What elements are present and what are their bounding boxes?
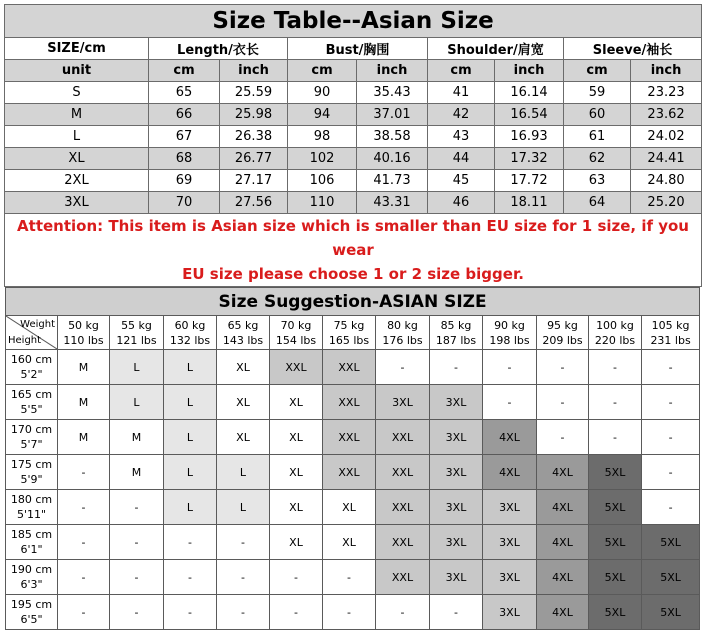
suggested-size-cell: - xyxy=(110,525,164,560)
height-row xyxy=(6,455,700,490)
size-value: 24.02 xyxy=(631,126,702,148)
unit-cell: inch xyxy=(631,60,702,82)
attention-line-2: EU size please choose 1 or 2 size bigger. xyxy=(182,265,524,283)
suggested-size-cell: 5XL xyxy=(589,595,642,630)
height-row xyxy=(6,560,700,595)
suggested-size-cell: 3XL xyxy=(483,560,537,595)
size-value: 16.54 xyxy=(495,104,564,126)
size-value: 25.59 xyxy=(220,82,288,104)
suggested-size-cell: - xyxy=(217,560,270,595)
size-value: 64 xyxy=(564,192,631,214)
suggested-size-cell: 4XL xyxy=(537,490,589,525)
suggested-size-cell: - xyxy=(430,350,483,385)
height-cm: 170 cm xyxy=(10,423,53,436)
size-suggestion-table xyxy=(5,287,700,630)
height-ft: 5'2" xyxy=(20,368,43,381)
unit-cell: cm xyxy=(428,60,495,82)
size-value: 98 xyxy=(288,126,357,148)
suggested-size-cell: 3XL xyxy=(430,560,483,595)
size-row xyxy=(5,148,702,170)
suggested-size-cell: - xyxy=(270,595,323,630)
size-value: 25.98 xyxy=(220,104,288,126)
header-bust: Bust/胸围 xyxy=(288,38,428,60)
height-cm: 195 cm xyxy=(10,598,53,611)
height-ft: 5'5" xyxy=(20,403,43,416)
size-value: 59 xyxy=(564,82,631,104)
weight-lbs: 121 lbs xyxy=(116,333,157,347)
size-value: 70 xyxy=(149,192,220,214)
suggested-size-cell: L xyxy=(110,385,164,420)
suggested-size-cell: - xyxy=(58,490,110,525)
height-cm: 160 cm xyxy=(10,353,53,366)
suggested-size-cell: XXL xyxy=(323,420,376,455)
weight-lbs: 132 lbs xyxy=(169,333,211,347)
size-value: 60 xyxy=(564,104,631,126)
size-value: 25.20 xyxy=(631,192,702,214)
weight-lbs: 220 lbs xyxy=(594,333,636,347)
height-row xyxy=(6,350,700,385)
suggested-size-cell: - xyxy=(642,455,700,490)
weight-lbs: 176 lbs xyxy=(382,333,423,347)
attention-note xyxy=(5,214,702,287)
suggested-size-cell: 3XL xyxy=(483,490,537,525)
weight-kg: 95 kg xyxy=(547,318,578,332)
suggested-size-cell: - xyxy=(537,420,589,455)
height-ft: 5'9" xyxy=(20,473,43,486)
suggested-size-cell: XXL xyxy=(376,560,430,595)
size-value: 41 xyxy=(428,82,495,104)
suggested-size-cell: 5XL xyxy=(589,560,642,595)
size-value: 45 xyxy=(428,170,495,192)
weight-header-cell xyxy=(217,316,270,350)
suggested-size-cell: 3XL xyxy=(483,525,537,560)
size-value: 43 xyxy=(428,126,495,148)
weight-kg: 90 kg xyxy=(494,318,525,332)
size-label: 2XL xyxy=(5,170,149,192)
suggested-size-cell: - xyxy=(58,595,110,630)
weight-header-cell xyxy=(270,316,323,350)
size-value: 41.73 xyxy=(357,170,428,192)
height-ft: 6'5" xyxy=(20,613,43,626)
weight-kg: 65 kg xyxy=(227,318,259,332)
weight-lbs: 198 lbs xyxy=(489,333,530,347)
size-value: 110 xyxy=(288,192,357,214)
suggested-size-cell: - xyxy=(58,525,110,560)
corner-weight-label: Weight xyxy=(20,319,55,330)
unit-cell: cm xyxy=(288,60,357,82)
corner-height-label: Height xyxy=(8,335,42,346)
weight-header-cell xyxy=(483,316,537,350)
suggested-size-cell: XXL xyxy=(376,490,430,525)
height-row xyxy=(6,525,700,560)
suggested-size-cell: - xyxy=(376,350,430,385)
suggested-size-cell: XL xyxy=(270,455,323,490)
size-label: S xyxy=(5,82,149,104)
height-row xyxy=(6,595,700,630)
weight-kg: 55 kg xyxy=(121,318,152,332)
weight-header-cell xyxy=(642,316,700,350)
suggestion-title: Size Suggestion-ASIAN SIZE xyxy=(6,288,700,316)
suggested-size-cell: M xyxy=(58,350,110,385)
size-value: 90 xyxy=(288,82,357,104)
unit-cell: cm xyxy=(564,60,631,82)
size-value: 42 xyxy=(428,104,495,126)
size-value: 17.72 xyxy=(495,170,564,192)
unit-label: unit xyxy=(5,60,149,82)
suggested-size-cell: 5XL xyxy=(642,595,700,630)
weight-kg: 50 kg xyxy=(68,318,99,332)
suggested-size-cell: - xyxy=(376,595,430,630)
suggested-size-cell: 4XL xyxy=(537,455,589,490)
suggested-size-cell: 3XL xyxy=(483,595,537,630)
weight-kg: 75 kg xyxy=(333,318,365,332)
size-value: 63 xyxy=(564,170,631,192)
suggested-size-cell: - xyxy=(164,560,217,595)
weight-lbs: 187 lbs xyxy=(435,333,477,347)
height-cm: 175 cm xyxy=(10,458,53,471)
suggested-size-cell: L xyxy=(164,490,217,525)
size-value: 18.11 xyxy=(495,192,564,214)
size-value: 40.16 xyxy=(357,148,428,170)
weight-header-cell xyxy=(110,316,164,350)
weight-lbs: 231 lbs xyxy=(650,333,691,347)
size-row xyxy=(5,126,702,148)
suggested-size-cell: - xyxy=(217,525,270,560)
suggested-size-cell: XXL xyxy=(270,350,323,385)
weight-header-cell xyxy=(376,316,430,350)
size-value: 35.43 xyxy=(357,82,428,104)
suggested-size-cell: XXL xyxy=(376,525,430,560)
size-label: 3XL xyxy=(5,192,149,214)
header-shoulder: Shoulder/肩宽 xyxy=(428,38,564,60)
height-cm: 165 cm xyxy=(10,388,53,401)
size-value: 16.93 xyxy=(495,126,564,148)
height-label xyxy=(6,350,58,385)
size-value: 44 xyxy=(428,148,495,170)
suggested-size-cell: M xyxy=(58,420,110,455)
suggested-size-cell: 5XL xyxy=(589,490,642,525)
suggested-size-cell: 5XL xyxy=(642,525,700,560)
suggested-size-cell: 4XL xyxy=(537,560,589,595)
suggested-size-cell: 5XL xyxy=(642,560,700,595)
weight-kg: 80 kg xyxy=(387,318,418,332)
suggested-size-cell: 3XL xyxy=(430,420,483,455)
size-value: 106 xyxy=(288,170,357,192)
weight-kg: 85 kg xyxy=(440,318,472,332)
size-value: 27.56 xyxy=(220,192,288,214)
suggested-size-cell: XL xyxy=(270,525,323,560)
suggested-size-cell: 4XL xyxy=(537,525,589,560)
weight-kg: 105 kg xyxy=(651,318,690,332)
suggested-size-cell: L xyxy=(217,490,270,525)
header-length: Length/衣长 xyxy=(149,38,288,60)
suggested-size-cell: L xyxy=(110,350,164,385)
height-ft: 5'7" xyxy=(20,438,43,451)
size-value: 23.23 xyxy=(631,82,702,104)
size-label: M xyxy=(5,104,149,126)
height-label xyxy=(6,385,58,420)
suggested-size-cell: XL xyxy=(270,385,323,420)
size-value: 26.38 xyxy=(220,126,288,148)
size-value: 23.62 xyxy=(631,104,702,126)
size-value: 61 xyxy=(564,126,631,148)
suggested-size-cell: - xyxy=(323,595,376,630)
suggested-size-cell: L xyxy=(217,455,270,490)
suggested-size-cell: 5XL xyxy=(589,455,642,490)
suggested-size-cell: - xyxy=(642,490,700,525)
weight-header-cell xyxy=(323,316,376,350)
size-value: 38.58 xyxy=(357,126,428,148)
size-label: L xyxy=(5,126,149,148)
suggested-size-cell: 3XL xyxy=(430,525,483,560)
suggested-size-cell: - xyxy=(164,595,217,630)
unit-cell: inch xyxy=(220,60,288,82)
height-label xyxy=(6,560,58,595)
size-value: 26.77 xyxy=(220,148,288,170)
suggested-size-cell: L xyxy=(164,385,217,420)
suggested-size-cell: L xyxy=(164,455,217,490)
suggested-size-cell: - xyxy=(589,350,642,385)
suggested-size-cell: - xyxy=(642,350,700,385)
height-row xyxy=(6,420,700,455)
suggested-size-cell: - xyxy=(589,385,642,420)
height-ft: 6'1" xyxy=(20,543,43,556)
suggested-size-cell: - xyxy=(110,490,164,525)
suggested-size-cell: M xyxy=(110,455,164,490)
height-ft: 5'11" xyxy=(16,508,47,521)
suggested-size-cell: L xyxy=(164,420,217,455)
size-value: 66 xyxy=(149,104,220,126)
size-table-title: Size Table--Asian Size xyxy=(5,5,702,38)
weight-kg: 60 kg xyxy=(174,318,206,332)
suggested-size-cell: L xyxy=(164,350,217,385)
size-row xyxy=(5,82,702,104)
corner-cell xyxy=(6,316,58,350)
size-value: 43.31 xyxy=(357,192,428,214)
size-value: 16.14 xyxy=(495,82,564,104)
suggested-size-cell: - xyxy=(430,595,483,630)
suggested-size-cell: XL xyxy=(217,420,270,455)
suggested-size-cell: XL xyxy=(217,385,270,420)
size-value: 69 xyxy=(149,170,220,192)
suggested-size-cell: XL xyxy=(323,490,376,525)
size-row xyxy=(5,104,702,126)
suggested-size-cell: 5XL xyxy=(589,525,642,560)
weight-lbs: 143 lbs xyxy=(222,333,264,347)
size-value: 17.32 xyxy=(495,148,564,170)
unit-cell: inch xyxy=(495,60,564,82)
suggested-size-cell: 4XL xyxy=(483,455,537,490)
weight-header-cell xyxy=(164,316,217,350)
suggested-size-cell: XL xyxy=(270,420,323,455)
size-value: 27.17 xyxy=(220,170,288,192)
size-value: 65 xyxy=(149,82,220,104)
suggested-size-cell: XL xyxy=(217,350,270,385)
size-value: 24.41 xyxy=(631,148,702,170)
size-value: 46 xyxy=(428,192,495,214)
size-row xyxy=(5,192,702,214)
weight-header-cell xyxy=(537,316,589,350)
suggested-size-cell: 3XL xyxy=(430,490,483,525)
height-label xyxy=(6,420,58,455)
height-cm: 180 cm xyxy=(10,493,53,506)
attention-line-1: Attention: This item is Asian size which is smaller than EU size for 1 size, if you wear xyxy=(17,217,689,259)
suggested-size-cell: - xyxy=(483,385,537,420)
size-table xyxy=(4,4,702,287)
height-ft: 6'3" xyxy=(20,578,43,591)
suggested-size-cell: - xyxy=(110,595,164,630)
suggested-size-cell: - xyxy=(164,525,217,560)
suggested-size-cell: 3XL xyxy=(430,385,483,420)
suggested-size-cell: M xyxy=(110,420,164,455)
header-size: SIZE/cm xyxy=(5,38,149,60)
size-value: 94 xyxy=(288,104,357,126)
suggested-size-cell: XXL xyxy=(323,455,376,490)
weight-kg: 100 kg xyxy=(596,318,634,332)
suggested-size-cell: M xyxy=(58,385,110,420)
suggested-size-cell: XXL xyxy=(323,385,376,420)
suggested-size-cell: - xyxy=(642,385,700,420)
weight-kg: 70 kg xyxy=(280,318,312,332)
height-row xyxy=(6,490,700,525)
size-row xyxy=(5,170,702,192)
suggested-size-cell: - xyxy=(270,560,323,595)
size-value: 62 xyxy=(564,148,631,170)
height-label xyxy=(6,455,58,490)
weight-header-cell xyxy=(430,316,483,350)
size-label: XL xyxy=(5,148,149,170)
weight-lbs: 154 lbs xyxy=(275,333,317,347)
weight-lbs: 209 lbs xyxy=(542,333,583,347)
height-label xyxy=(6,525,58,560)
height-row xyxy=(6,385,700,420)
weight-header-cell xyxy=(589,316,642,350)
size-value: 68 xyxy=(149,148,220,170)
height-cm: 185 cm xyxy=(10,528,53,541)
suggested-size-cell: 3XL xyxy=(430,455,483,490)
suggested-size-cell: - xyxy=(110,560,164,595)
suggested-size-cell: - xyxy=(537,385,589,420)
suggested-size-cell: - xyxy=(483,350,537,385)
height-label xyxy=(6,490,58,525)
suggested-size-cell: 3XL xyxy=(376,385,430,420)
weight-lbs: 165 lbs xyxy=(328,333,370,347)
suggested-size-cell: - xyxy=(642,420,700,455)
suggested-size-cell: XL xyxy=(270,490,323,525)
suggested-size-cell: 4XL xyxy=(483,420,537,455)
unit-cell: cm xyxy=(149,60,220,82)
suggested-size-cell: - xyxy=(589,420,642,455)
suggested-size-cell: - xyxy=(58,560,110,595)
suggested-size-cell: - xyxy=(323,560,376,595)
suggested-size-cell: 4XL xyxy=(537,595,589,630)
size-value: 37.01 xyxy=(357,104,428,126)
header-sleeve: Sleeve/袖长 xyxy=(564,38,702,60)
suggested-size-cell: - xyxy=(58,455,110,490)
height-cm: 190 cm xyxy=(10,563,53,576)
suggested-size-cell: XXL xyxy=(376,455,430,490)
weight-header-cell xyxy=(58,316,110,350)
size-value: 24.80 xyxy=(631,170,702,192)
unit-cell: inch xyxy=(357,60,428,82)
size-value: 67 xyxy=(149,126,220,148)
suggested-size-cell: XXL xyxy=(376,420,430,455)
size-value: 102 xyxy=(288,148,357,170)
suggested-size-cell: - xyxy=(217,595,270,630)
height-label xyxy=(6,595,58,630)
suggested-size-cell: XL xyxy=(323,525,376,560)
suggested-size-cell: - xyxy=(537,350,589,385)
weight-lbs: 110 lbs xyxy=(63,333,104,347)
suggested-size-cell: XXL xyxy=(323,350,376,385)
